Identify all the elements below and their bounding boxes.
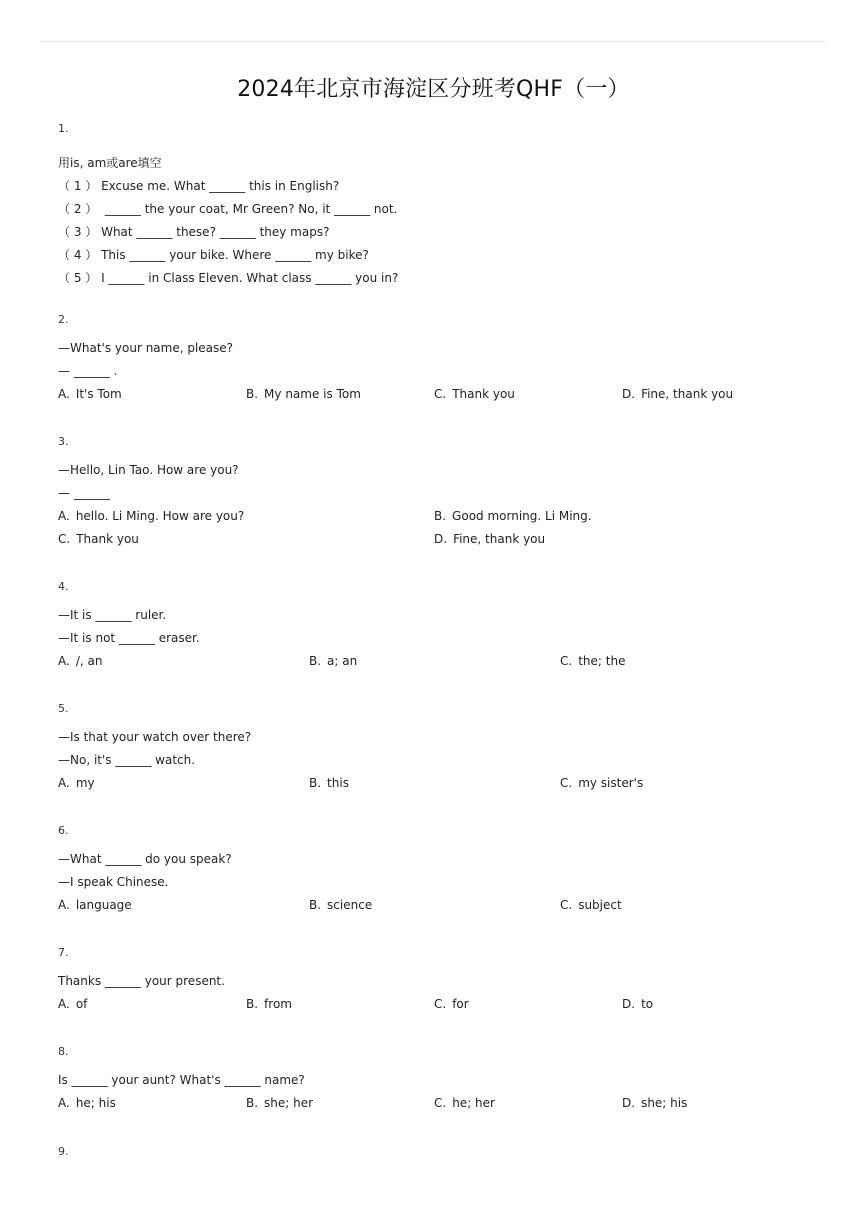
question-line: — ______ xyxy=(58,486,110,500)
question-number: 2. xyxy=(58,313,69,326)
option-a[interactable]: A. of xyxy=(58,997,88,1011)
question-line: （ 4 ） This ______ your bike. Where ______ my bike? xyxy=(58,248,369,262)
option-c[interactable]: C. he; her xyxy=(434,1096,495,1110)
option-b[interactable]: B. this xyxy=(309,776,349,790)
options-row xyxy=(58,772,827,795)
question-number: 6. xyxy=(58,824,69,837)
options-row xyxy=(58,894,827,917)
question-number: 9. xyxy=(58,1145,69,1158)
page-title: 2024年北京市海淀区分班考QHF（一） xyxy=(237,77,630,102)
question-line: Thanks ______ your present. xyxy=(58,974,225,988)
question-6 xyxy=(58,824,827,917)
question-number: 8. xyxy=(58,1045,69,1058)
question-line: —I speak Chinese. xyxy=(58,875,169,889)
options-row xyxy=(58,528,827,551)
option-d[interactable]: D. to xyxy=(622,997,654,1011)
question-line: —Is that your watch over there? xyxy=(58,730,252,744)
option-a[interactable]: A. language xyxy=(58,898,132,912)
question-line: —What's your name, please? xyxy=(58,341,234,355)
question-number: 1. xyxy=(58,122,69,135)
question-line: —Hello, Lin Tao. How are you? xyxy=(58,463,239,477)
question-7 xyxy=(58,946,827,1016)
question-line: Is ______ your aunt? What's ______ name? xyxy=(58,1073,305,1087)
question-line: —What ______ do you speak? xyxy=(58,852,232,866)
question-2 xyxy=(58,313,827,406)
option-c[interactable]: C. subject xyxy=(560,898,622,912)
options-row xyxy=(58,650,827,673)
question-instruction: 用is, am或are填空 xyxy=(58,156,162,170)
question-9 xyxy=(58,1145,827,1159)
option-b[interactable]: B. a; an xyxy=(309,654,358,668)
option-d[interactable]: D. Fine, thank you xyxy=(434,532,546,546)
page-top-rule xyxy=(40,41,827,42)
option-c[interactable]: C. Thank you xyxy=(58,532,139,546)
option-a[interactable]: A. hello. Li Ming. How are you? xyxy=(58,509,245,523)
option-d[interactable]: D. Fine, thank you xyxy=(622,387,734,401)
option-a[interactable]: A. It's Tom xyxy=(58,387,122,401)
option-b[interactable]: B. from xyxy=(246,997,292,1011)
options-row xyxy=(58,505,827,528)
option-b[interactable]: B. science xyxy=(309,898,373,912)
question-1 xyxy=(58,122,827,290)
option-a[interactable]: A. he; his xyxy=(58,1096,116,1110)
options-row xyxy=(58,993,827,1016)
option-a[interactable]: A. my xyxy=(58,776,95,790)
question-number: 7. xyxy=(58,946,69,959)
question-line: （ 3 ） What ______ these? ______ they maps? xyxy=(58,225,330,239)
question-number: 4. xyxy=(58,580,69,593)
question-line: （ 1 ） Excuse me. What ______ this in English? xyxy=(58,179,340,193)
option-c[interactable]: C. for xyxy=(434,997,469,1011)
question-4 xyxy=(58,580,827,673)
question-line: —It is ______ ruler. xyxy=(58,608,167,622)
question-5 xyxy=(58,702,827,795)
option-d[interactable]: D. she; his xyxy=(622,1096,688,1110)
options-row xyxy=(58,383,827,406)
question-line: —No, it's ______ watch. xyxy=(58,753,196,767)
option-b[interactable]: B. Good morning. Li Ming. xyxy=(434,509,592,523)
option-b[interactable]: B. My name is Tom xyxy=(246,387,361,401)
question-line: — ______ . xyxy=(58,364,118,378)
option-a[interactable]: A. /, an xyxy=(58,654,103,668)
option-c[interactable]: C. my sister's xyxy=(560,776,644,790)
question-number: 5. xyxy=(58,702,69,715)
question-3 xyxy=(58,435,827,551)
options-row xyxy=(58,1092,827,1115)
question-line: —It is not ______ eraser. xyxy=(58,631,200,645)
question-line: （ 2 ） ______ the your coat, Mr Green? No, it ______ not. xyxy=(58,202,398,216)
question-8 xyxy=(58,1045,827,1115)
option-b[interactable]: B. she; her xyxy=(246,1096,314,1110)
question-line: （ 5 ） I ______ in Class Eleven. What class ______ you in? xyxy=(58,271,399,285)
option-c[interactable]: C. Thank you xyxy=(434,387,515,401)
option-c[interactable]: C. the; the xyxy=(560,654,626,668)
question-number: 3. xyxy=(58,435,69,448)
